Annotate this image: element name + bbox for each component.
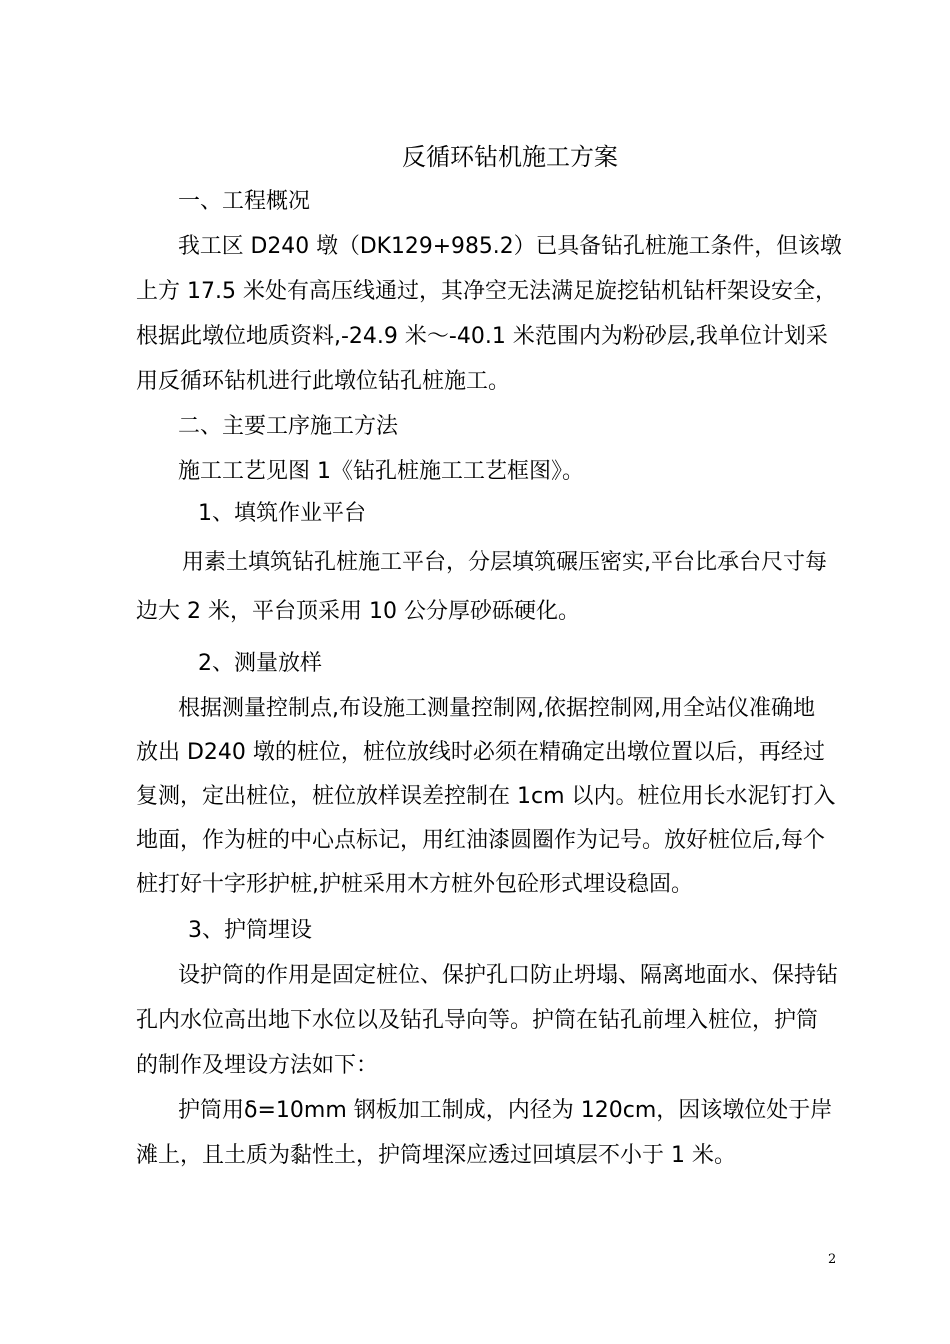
paragraph-line: 地面，作为桩的中心点标记，用红油漆圆圈作为记号。放好桩位后,每个	[136, 828, 825, 853]
paragraph-line: 孔内水位高出地下水位以及钻孔导向等。护筒在钻孔前埋入桩位，护筒	[136, 1008, 819, 1033]
section-heading-construction-methods: 二、主要工序施工方法	[178, 414, 399, 439]
paragraph-line: 放出 D240 墩的桩位，桩位放线时必须在精确定出墩位置以后，再经过	[136, 740, 825, 765]
paragraph-line: 上方 17.5 米处有高压线通过，其净空无法满足旋挖钻机钻杆架设安全，	[136, 279, 837, 304]
paragraph-line: 施工工艺见图 1《钻孔桩施工工艺框图》。	[178, 459, 584, 484]
subsection-heading-work-platform: 1、填筑作业平台	[198, 501, 366, 526]
subsection-heading-casing-installation: 3、护筒埋设	[188, 918, 312, 943]
paragraph-line: 护筒用δ=10mm 钢板加工制成，内径为 120cm，因该墩位处于岸	[178, 1098, 833, 1123]
paragraph-line: 用素土填筑钻孔桩施工平台，分层填筑碾压密实,平台比承台尺寸每	[182, 550, 827, 575]
paragraph-line: 边大 2 米，平台顶采用 10 公分厚砂砾硬化。	[136, 599, 580, 624]
paragraph-line: 的制作及埋设方法如下：	[136, 1053, 379, 1078]
document-title: 反循环钻机施工方案	[402, 143, 618, 171]
section-heading-project-overview: 一、工程概况	[178, 189, 311, 214]
paragraph-line: 根据此墩位地质资料,-24.9 米～-40.1 米范围内为粉砂层,我单位计划采	[136, 324, 828, 349]
paragraph-line: 复测，定出桩位，桩位放样误差控制在 1cm 以内。桩位用长水泥钉打入	[136, 784, 836, 809]
page-number: 2	[828, 1252, 837, 1267]
paragraph-line: 用反循环钻机进行此墩位钻孔桩施工。	[136, 369, 511, 394]
paragraph-line: 我工区 D240 墩（DK129+985.2）已具备钻孔桩施工条件，但该墩	[178, 234, 842, 259]
paragraph-line: 桩打好十字形护桩,护桩采用木方桩外包砼形式埋设稳固。	[136, 872, 693, 897]
paragraph-line: 滩上，且土质为黏性土，护筒埋深应透过回填层不小于 1 米。	[136, 1143, 736, 1168]
paragraph-line: 设护筒的作用是固定桩位、保护孔口防止坍塌、隔离地面水、保持钻	[178, 963, 839, 988]
paragraph-line: 根据测量控制点,布设施工测量控制网,依据控制网,用全站仪准确地	[178, 696, 815, 721]
subsection-heading-survey-layout: 2、测量放样	[198, 651, 322, 676]
